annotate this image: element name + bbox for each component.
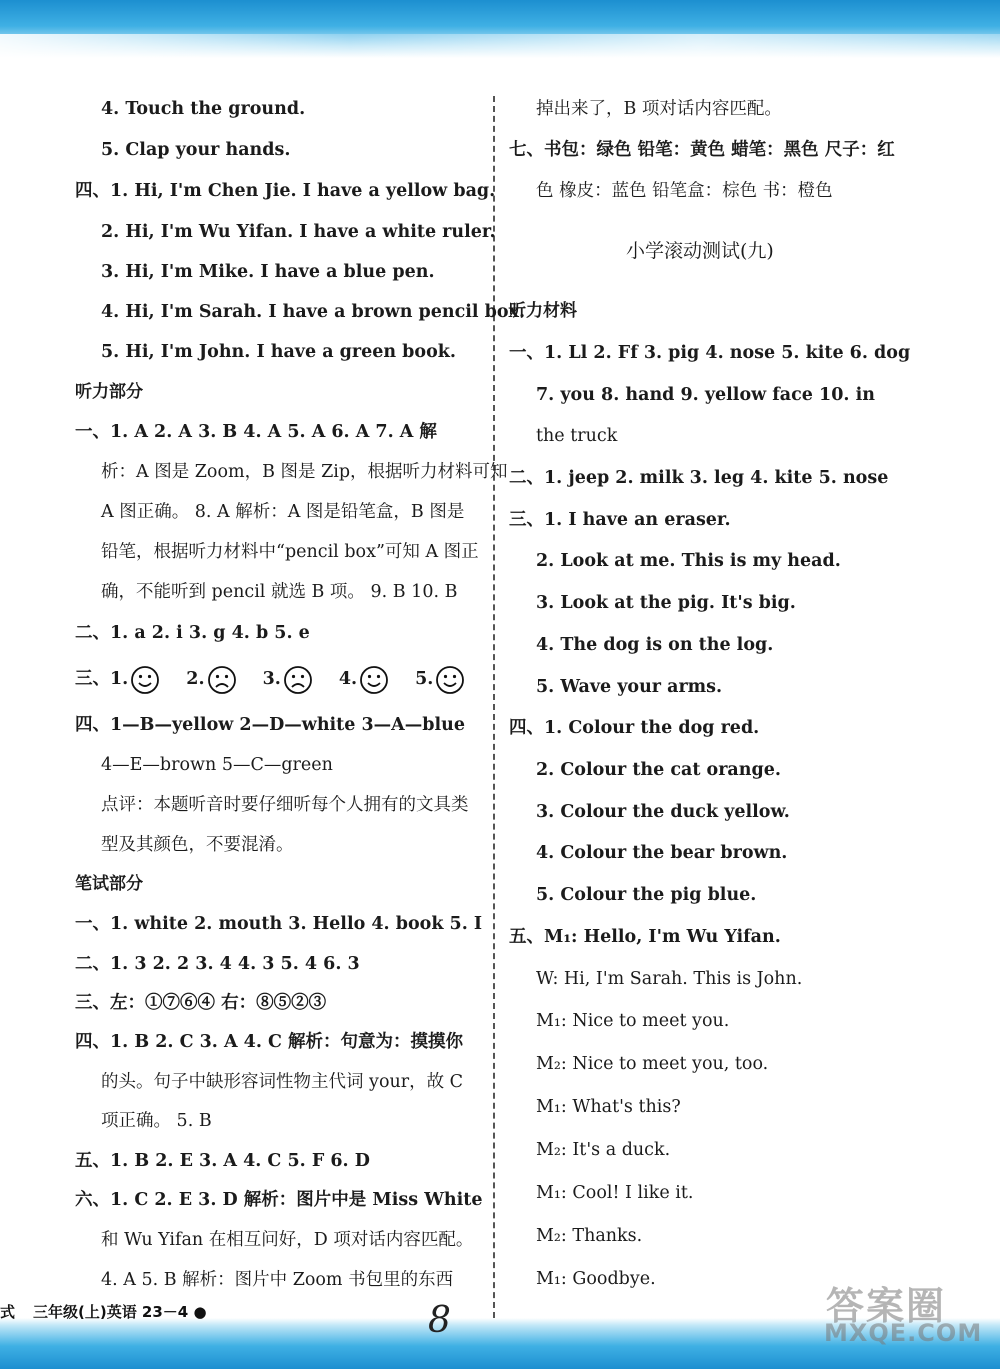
text-line: 四、1. B 2. C 3. A 4. C 解析：句意为：摸摸你	[75, 1032, 464, 1052]
page-number: 8	[428, 1300, 451, 1341]
text-line: 一、1. A 2. A 3. B 4. A 5. A 6. A 7. A 解	[75, 422, 437, 442]
text-line: 五、M₁: Hello, I'm Wu Yifan.	[509, 927, 781, 947]
text-line: 3. Look at the pig. It's big.	[536, 593, 796, 613]
text-line: 三、1. I have an eraser.	[509, 510, 731, 530]
text-line: 和 Wu Yifan 在相互问好，D 项对话内容匹配。	[101, 1230, 474, 1250]
text-line: 二、1. jeep 2. milk 3. leg 4. kite 5. nose	[509, 468, 889, 488]
text-line: 5. Colour the pig blue.	[536, 885, 757, 905]
text-line: 项正确。 5. B	[101, 1111, 212, 1131]
text-line: 二、1. 3 2. 2 3. 4 4. 3 5. 4 6. 3	[75, 954, 360, 974]
text-line: 2. Look at me. This is my head.	[536, 551, 841, 571]
text-line: 5. Clap your hands.	[101, 140, 291, 160]
face-number: 3.	[262, 669, 281, 689]
text-line: M₁: Cool! I like it.	[536, 1183, 694, 1203]
text-line: 铅笔，根据听力材料中“pencil box”可知 A 图正	[101, 542, 479, 562]
text-line: 2. Hi, I'm Wu Yifan. I have a white ruler.	[101, 222, 496, 242]
text-line: 六、1. C 2. E 3. D 解析：图片中是 Miss White	[75, 1190, 483, 1210]
text-line: 五、1. B 2. E 3. A 4. C 5. F 6. D	[75, 1151, 370, 1171]
face-answers-row	[75, 663, 469, 695]
section-heading-listening: 听力部分	[75, 382, 143, 402]
text-line: 三、左：①⑦⑥④ 右：⑧⑤②③	[75, 993, 327, 1013]
text-line: 一、1. white 2. mouth 3. Hello 4. book 5. I	[75, 914, 483, 934]
text-line: 掉出来了，B 项对话内容匹配。	[536, 99, 782, 119]
text-line: 确，不能听到 pencil 就选 B 项。 9. B 10. B	[101, 582, 458, 602]
text-line: M₁: Goodbye.	[536, 1269, 656, 1289]
text-line: 四、1. Hi, I'm Chen Jie. I have a yellow bag.	[75, 181, 496, 201]
text-line: 色 橡皮：蓝色 铅笔盒：棕色 书：橙色	[536, 181, 833, 201]
text-line: 5. Wave your arms.	[536, 677, 723, 697]
top-decorative-band	[0, 0, 1000, 58]
text-line: 4. Colour the bear brown.	[536, 843, 788, 863]
text-line: the truck	[536, 426, 618, 446]
text-line: 型及其颜色，不要混淆。	[101, 835, 294, 855]
text-line: 四、1. Colour the dog red.	[509, 718, 760, 738]
text-line: M₁: Nice to meet you.	[536, 1011, 730, 1031]
text-line: 析：A 图是 Zoom，B 图是 Zip，根据听力材料可知	[101, 462, 508, 482]
face-number: 1.	[110, 669, 129, 689]
text-line: A 图正确。 8. A 解析：A 图是铅笔盒，B 图是	[101, 502, 465, 522]
face-number: 4.	[338, 669, 358, 689]
watermark-logo	[824, 1275, 983, 1347]
smile-face-icon	[435, 665, 465, 695]
text-line: 的头。句子中缺形容词性物主代词 your，故 C	[101, 1072, 464, 1092]
text-line: 3. Hi, I'm Mike. I have a blue pen.	[101, 262, 435, 282]
face-number: 5.	[415, 669, 434, 689]
text-line: M₂: Thanks.	[536, 1226, 643, 1246]
footer-edge-char: 式	[0, 1303, 16, 1321]
text-line: 点评：本题听音时要仔细听每个人拥有的文具类	[101, 795, 469, 815]
smile-face-icon	[130, 665, 160, 695]
text-line: 4. A 5. B 解析：图片中 Zoom 书包里的东西	[101, 1270, 454, 1290]
frown-face-icon	[207, 665, 237, 695]
text-line: W: Hi, I'm Sarah. This is John.	[536, 969, 803, 989]
text-line: M₂: It's a duck.	[536, 1140, 671, 1160]
text-line: 4. The dog is on the log.	[536, 635, 774, 655]
section-heading-listening-material: 听力材料	[509, 301, 577, 321]
text-line: M₁: What's this?	[536, 1097, 681, 1117]
frown-face-icon	[283, 665, 313, 695]
section-heading-written: 笔试部分	[75, 874, 143, 894]
text-line: 2. Colour the cat orange.	[536, 760, 781, 780]
face-number: 2.	[186, 669, 205, 689]
text-line: 一、1. Ll 2. Ff 3. pig 4. nose 5. kite 6. dog	[509, 343, 911, 363]
text-line: 7. you 8. hand 9. yellow face 10. in	[536, 385, 875, 405]
smile-face-icon	[359, 665, 389, 695]
text-line: 4. Touch the ground.	[101, 99, 306, 119]
watermark-url: MXQE.COM	[824, 1319, 983, 1347]
watermark-text: 答案圈	[826, 1284, 947, 1328]
section-title: 小学滚动测试(九)	[626, 240, 774, 262]
text-line: 4—E—brown 5—C—green	[101, 755, 333, 775]
text-line: 4. Hi, I'm Sarah. I have a brown pencil box.	[101, 302, 526, 322]
text-line: 二、1. a 2. i 3. g 4. b 5. e	[75, 623, 310, 643]
footer-label: 三年级(上)英语 23－4 ●	[33, 1303, 207, 1321]
column-divider	[493, 96, 495, 1318]
face-row-prefix: 三、	[75, 669, 110, 689]
text-line: 5. Hi, I'm John. I have a green book.	[101, 342, 456, 362]
text-line: 四、1—B—yellow 2—D—white 3—A—blue	[75, 715, 465, 735]
text-line: 3. Colour the duck yellow.	[536, 802, 790, 822]
text-line: M₂: Nice to meet you, too.	[536, 1054, 769, 1074]
text-line: 七、书包：绿色 铅笔：黄色 蜡笔：黑色 尺子：红	[509, 140, 895, 160]
